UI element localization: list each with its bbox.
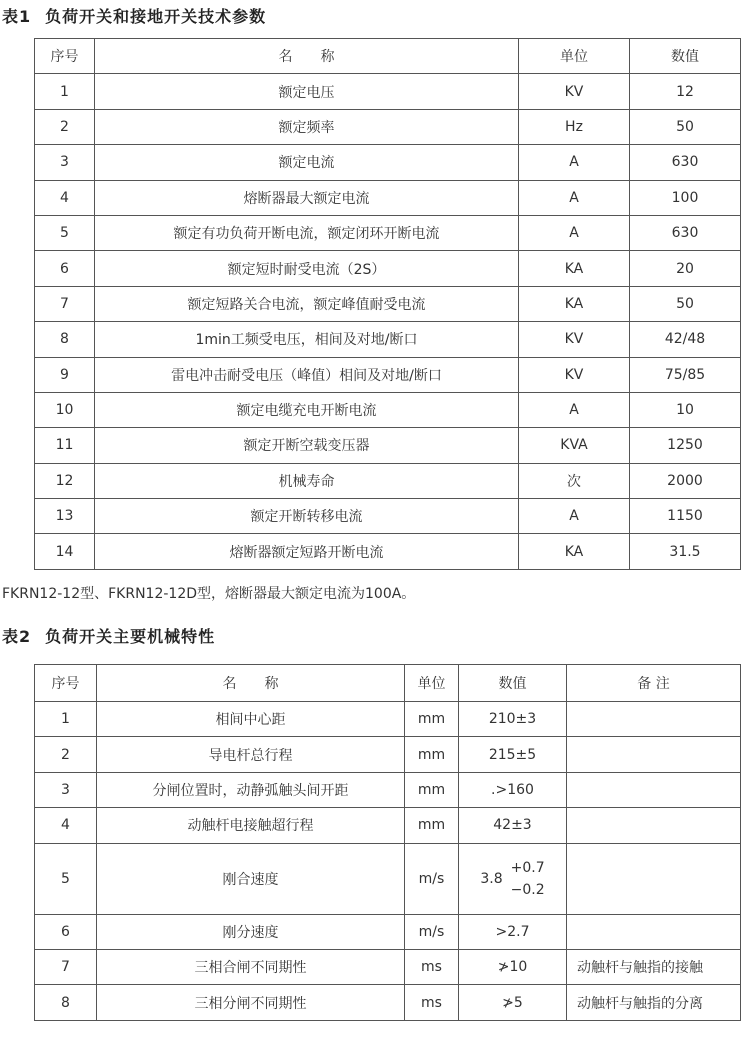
cell-name: 机械寿命 <box>95 463 519 498</box>
table2-caption-title: 负荷开关主要机械特性 <box>45 627 216 646</box>
cell-unit: A <box>519 145 630 180</box>
cell-unit: KA <box>519 534 630 569</box>
table-row <box>35 322 741 357</box>
cell-name: 动触杆电接触超行程 <box>97 808 405 843</box>
cell-value: 630 <box>630 145 741 180</box>
cell-unit: Hz <box>519 109 630 144</box>
cell-value: 50 <box>630 286 741 321</box>
cell-name: 额定短时耐受电流（2S） <box>95 251 519 286</box>
cell-name: 1min工频受电压，相间及对地/断口 <box>95 322 519 357</box>
cell-name: 三相分闸不同期性 <box>97 985 405 1020</box>
cell-value: 50 <box>630 109 741 144</box>
cell-name: 熔断器额定短路开断电流 <box>95 534 519 569</box>
header-index: 序号 <box>35 665 97 702</box>
cell-name: 分闸位置时，动静弧触头间开距 <box>97 772 405 807</box>
cell-value: 75/85 <box>630 357 741 392</box>
cell-index: 2 <box>35 737 97 772</box>
cell-index: 5 <box>35 215 95 250</box>
cell-unit: A <box>519 499 630 534</box>
cell-remark <box>567 702 741 737</box>
cell-index: 9 <box>35 357 95 392</box>
tolerance-upper: +0.7 <box>510 859 545 876</box>
cell-remark <box>567 914 741 949</box>
cell-unit: mm <box>405 702 459 737</box>
cell-value: 1250 <box>630 428 741 463</box>
tolerance-base: 3.8 <box>480 870 503 887</box>
tolerance-range <box>511 857 545 901</box>
cell-index: 7 <box>35 949 97 984</box>
cell-value: 630 <box>630 215 741 250</box>
header-name: 名 称 <box>97 665 405 702</box>
cell-value: 20 <box>630 251 741 286</box>
technical-parameters-table <box>34 38 741 570</box>
cell-index: 10 <box>35 392 95 427</box>
cell-index: 6 <box>35 251 95 286</box>
table-row <box>35 914 741 949</box>
cell-value: >2.7 <box>459 914 567 949</box>
table-row <box>35 499 741 534</box>
model-note: FKRN12-12型、FKRN12-12D型，熔断器最大额定电流为100A。 <box>2 586 416 602</box>
cell-unit: A <box>519 215 630 250</box>
cell-remark <box>567 808 741 843</box>
cell-index: 1 <box>35 702 97 737</box>
table-row <box>35 145 741 180</box>
cell-name: 额定开断转移电流 <box>95 499 519 534</box>
cell-value <box>459 843 567 914</box>
cell-unit: A <box>519 180 630 215</box>
cell-unit: ms <box>405 985 459 1020</box>
header-index: 序号 <box>35 39 95 74</box>
table-row <box>35 808 741 843</box>
cell-name: 刚合速度 <box>97 843 405 914</box>
cell-name: 导电杆总行程 <box>97 737 405 772</box>
cell-value: 12 <box>630 74 741 109</box>
header-unit: 单位 <box>519 39 630 74</box>
cell-remark: 动触杆与触指的接触 <box>567 949 741 984</box>
cell-index: 4 <box>35 808 97 843</box>
cell-name: 三相合闸不同期性 <box>97 949 405 984</box>
cell-name: 额定有功负荷开断电流，额定闭环开断电流 <box>95 215 519 250</box>
table-header-row <box>35 665 741 702</box>
cell-name: 额定电流 <box>95 145 519 180</box>
table1-caption-title: 负荷开关和接地开关技术参数 <box>45 7 267 26</box>
cell-index: 11 <box>35 428 95 463</box>
cell-unit: mm <box>405 772 459 807</box>
table2-caption-number: 表2 <box>2 627 32 646</box>
cell-value: 210±3 <box>459 702 567 737</box>
cell-index: 2 <box>35 109 95 144</box>
cell-unit: m/s <box>405 914 459 949</box>
cell-index: 5 <box>35 843 97 914</box>
table1-caption-number: 表1 <box>2 7 32 26</box>
cell-index: 1 <box>35 74 95 109</box>
cell-value: 42±3 <box>459 808 567 843</box>
cell-unit: KA <box>519 286 630 321</box>
cell-name: 相间中心距 <box>97 702 405 737</box>
cell-unit: 次 <box>519 463 630 498</box>
table-row <box>35 74 741 109</box>
cell-value: ≯5 <box>459 985 567 1020</box>
cell-remark <box>567 772 741 807</box>
cell-name: 额定频率 <box>95 109 519 144</box>
cell-value: .>160 <box>459 772 567 807</box>
table-row <box>35 392 741 427</box>
cell-value: 42/48 <box>630 322 741 357</box>
header-value: 数值 <box>630 39 741 74</box>
cell-unit: KVA <box>519 428 630 463</box>
table-row <box>35 215 741 250</box>
table-row <box>35 428 741 463</box>
cell-index: 8 <box>35 985 97 1020</box>
table-row <box>35 534 741 569</box>
cell-remark: 动触杆与触指的分离 <box>567 985 741 1020</box>
cell-index: 7 <box>35 286 95 321</box>
cell-value: ≯10 <box>459 949 567 984</box>
cell-unit: mm <box>405 808 459 843</box>
cell-name: 雷电冲击耐受电压（峰值）相间及对地/断口 <box>95 357 519 392</box>
table-row <box>35 251 741 286</box>
table-row <box>35 985 741 1020</box>
cell-unit: KV <box>519 74 630 109</box>
table-header-row <box>35 39 741 74</box>
cell-name: 刚分速度 <box>97 914 405 949</box>
cell-unit: ms <box>405 949 459 984</box>
table1-caption <box>2 4 266 27</box>
header-name: 名 称 <box>95 39 519 74</box>
cell-index: 6 <box>35 914 97 949</box>
mechanical-characteristics-table <box>34 664 741 1021</box>
cell-value: 1150 <box>630 499 741 534</box>
table-row <box>35 737 741 772</box>
cell-index: 14 <box>35 534 95 569</box>
cell-index: 3 <box>35 145 95 180</box>
cell-name: 额定电缆充电开断电流 <box>95 392 519 427</box>
table-row <box>35 949 741 984</box>
header-value: 数值 <box>459 665 567 702</box>
cell-index: 3 <box>35 772 97 807</box>
cell-unit: KV <box>519 357 630 392</box>
cell-value: 31.5 <box>630 534 741 569</box>
header-remark: 备 注 <box>567 665 741 702</box>
cell-index: 13 <box>35 499 95 534</box>
tolerance-value <box>480 857 544 901</box>
cell-index: 8 <box>35 322 95 357</box>
cell-unit: KV <box>519 322 630 357</box>
cell-name: 额定短路关合电流，额定峰值耐受电流 <box>95 286 519 321</box>
tolerance-lower: −0.2 <box>510 881 545 898</box>
table-row <box>35 109 741 144</box>
table-row <box>35 702 741 737</box>
cell-unit: m/s <box>405 843 459 914</box>
cell-name: 额定电压 <box>95 74 519 109</box>
cell-remark <box>567 843 741 914</box>
header-unit: 单位 <box>405 665 459 702</box>
table2-caption <box>2 624 215 647</box>
cell-remark <box>567 737 741 772</box>
cell-unit: KA <box>519 251 630 286</box>
table-row <box>35 180 741 215</box>
cell-value: 10 <box>630 392 741 427</box>
cell-name: 额定开断空载变压器 <box>95 428 519 463</box>
cell-value: 215±5 <box>459 737 567 772</box>
table-row <box>35 357 741 392</box>
table-row <box>35 286 741 321</box>
cell-index: 4 <box>35 180 95 215</box>
cell-index: 12 <box>35 463 95 498</box>
table-row <box>35 843 741 914</box>
table-row <box>35 463 741 498</box>
cell-value: 2000 <box>630 463 741 498</box>
cell-unit: A <box>519 392 630 427</box>
cell-name: 熔断器最大额定电流 <box>95 180 519 215</box>
cell-unit: mm <box>405 737 459 772</box>
cell-value: 100 <box>630 180 741 215</box>
table-row <box>35 772 741 807</box>
